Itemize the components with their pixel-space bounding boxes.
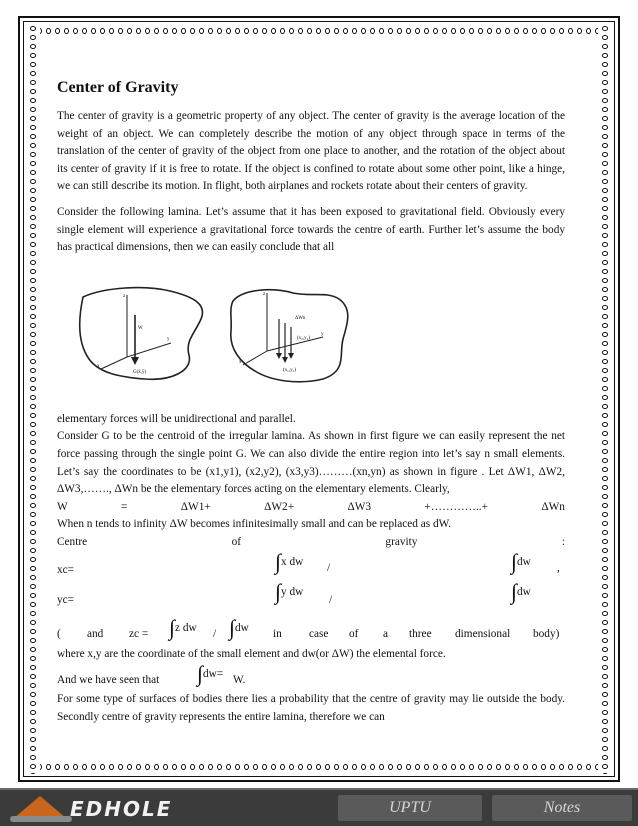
integral-equals-w xyxy=(57,660,565,691)
yc-denominator: ∫dw xyxy=(511,578,531,604)
paragraph-outside: For some type of surfaces of bodies there lies a probability that the centre of gravity may lie outside the body. Secondly centre of gravity represents the entire lamina, therefore we can xyxy=(57,693,565,723)
lamina-diagram-left xyxy=(75,285,215,385)
axis-label-z-right: z xyxy=(263,291,266,297)
border-pattern-top xyxy=(26,24,612,38)
yc-numerator: ∫y dw xyxy=(275,578,304,604)
border-pattern-right xyxy=(598,24,612,774)
zc-equation: ( and zc = ∫z dw / ∫dw in case of a three dimensional body) xyxy=(57,614,560,640)
seen-result: W. xyxy=(233,673,246,686)
yc-label: yc= xyxy=(57,593,75,606)
logo-swoosh-icon xyxy=(10,816,72,822)
sum-term: = xyxy=(121,500,128,513)
weight-label-left: W xyxy=(138,325,143,331)
xc-equation xyxy=(57,548,565,582)
xc-denominator: ∫dw xyxy=(511,548,531,574)
integral-sign: ∫ xyxy=(275,578,282,604)
axis-label-z-left: z xyxy=(123,293,126,299)
paragraph-intro: The center of gravity is a geometric property of any object. The center of gravity is the average location of the weight of an object. We can completely describe the motion of any object through space in terms of the translation of the center of gravity of the object from one place to another, and the rotation of the object about its center of gravity if it is free to rotate. If the object is confined to rotate about some other point, like a hinge, we can still describe its motion. In flight, both airplanes and rockets rotate about their centers of gravity. xyxy=(57,110,565,193)
centroid-label-left: G(x̄,ȳ) xyxy=(133,369,147,375)
division-slash: / xyxy=(329,593,333,606)
point-label-1: (x₁,y₁) xyxy=(283,367,297,373)
paragraph-lamina: Consider the following lamina. Let’s assume that it has been exposed to gravitational field. Obviously every single element will experience a gravitational force towards the centre of earth. Further let’s assume the body has practical dimensions, then we can easily conclude that all xyxy=(57,205,565,254)
border-pattern-left xyxy=(26,24,40,774)
sum-term: ΔW2+ xyxy=(264,500,295,513)
paragraph-infinitesimal: When n tends to infinity ΔW becomes infinitesimally small and can be replaced as dW. xyxy=(57,518,452,531)
point-label-2: (x₂,y₂) xyxy=(297,335,311,341)
footer-tab-uptu[interactable]: UPTU xyxy=(338,795,482,821)
seen-text: And we have seen that xyxy=(57,673,160,686)
axis-label-x-left: x xyxy=(97,363,100,369)
centre-of-gravity-line xyxy=(57,534,565,552)
pyramid-logo-icon xyxy=(14,796,66,818)
division-slash: / xyxy=(327,561,331,574)
integral-sign: ∫ xyxy=(511,578,518,604)
axis-label-x-right: x xyxy=(239,359,242,365)
border-pattern-bottom xyxy=(26,760,612,774)
sum-term: W xyxy=(57,500,68,513)
comma: , xyxy=(557,561,560,574)
paragraph-parallel: elementary forces will be unidirectional and parallel. xyxy=(57,412,296,425)
delta-weight-label: ΔWn xyxy=(295,315,306,321)
lamina-figure xyxy=(57,285,565,397)
xc-numerator: ∫x dw xyxy=(275,548,304,574)
zc-numerator: ∫z dw xyxy=(169,614,197,640)
cog-word: : xyxy=(561,535,565,548)
edhole-logo[interactable]: EDHOLE xyxy=(70,797,173,821)
page-title: Center of Gravity xyxy=(57,79,179,96)
cog-word: gravity xyxy=(385,535,418,548)
sum-term: +…………..+ xyxy=(424,500,488,513)
footer-bar xyxy=(0,788,638,826)
sum-term: ΔWn xyxy=(541,500,565,513)
integral-dw: ∫dw= xyxy=(197,660,224,686)
zc-denominator: ∫dw xyxy=(229,614,249,640)
yc-equation xyxy=(57,578,565,612)
lamina-diagram-right xyxy=(223,285,363,385)
axis-label-y-left: y xyxy=(167,336,170,342)
paragraph-centroid: Consider G to be the centroid of the irregular lamina. As shown in first figure we can easily represent the net force passing through the single point G. We can also divide the entire region into let’s say n small elements. Let’s say the coordinates to be (x1,y1), (x2,y2), (x3,y3)………(xn,yn) as shown in figure . Let ΔW1, ΔW2, ΔW3,……., ΔWn be the elementary forces acting on the elementary elements. Clearly, xyxy=(57,430,565,496)
footer-tab-notes[interactable]: Notes xyxy=(492,795,632,821)
integral-sign: ∫ xyxy=(197,660,204,686)
sum-equation xyxy=(57,499,565,517)
paragraph-coordinates: where x,y are the coordinate of the small element and dw(or ΔW) the elemental force. xyxy=(57,647,446,660)
sum-term: ΔW3 xyxy=(347,500,372,513)
xc-label: xc= xyxy=(57,563,75,576)
integral-sign: ∫ xyxy=(169,614,176,640)
cog-word: of xyxy=(231,535,241,548)
axis-label-y-right: y xyxy=(321,331,324,337)
cog-word: Centre xyxy=(57,535,88,548)
sum-term: ΔW1+ xyxy=(180,500,211,513)
integral-sign: ∫ xyxy=(229,614,236,640)
document-body xyxy=(57,66,565,726)
integral-sign: ∫ xyxy=(511,548,518,574)
integral-sign: ∫ xyxy=(275,548,282,574)
